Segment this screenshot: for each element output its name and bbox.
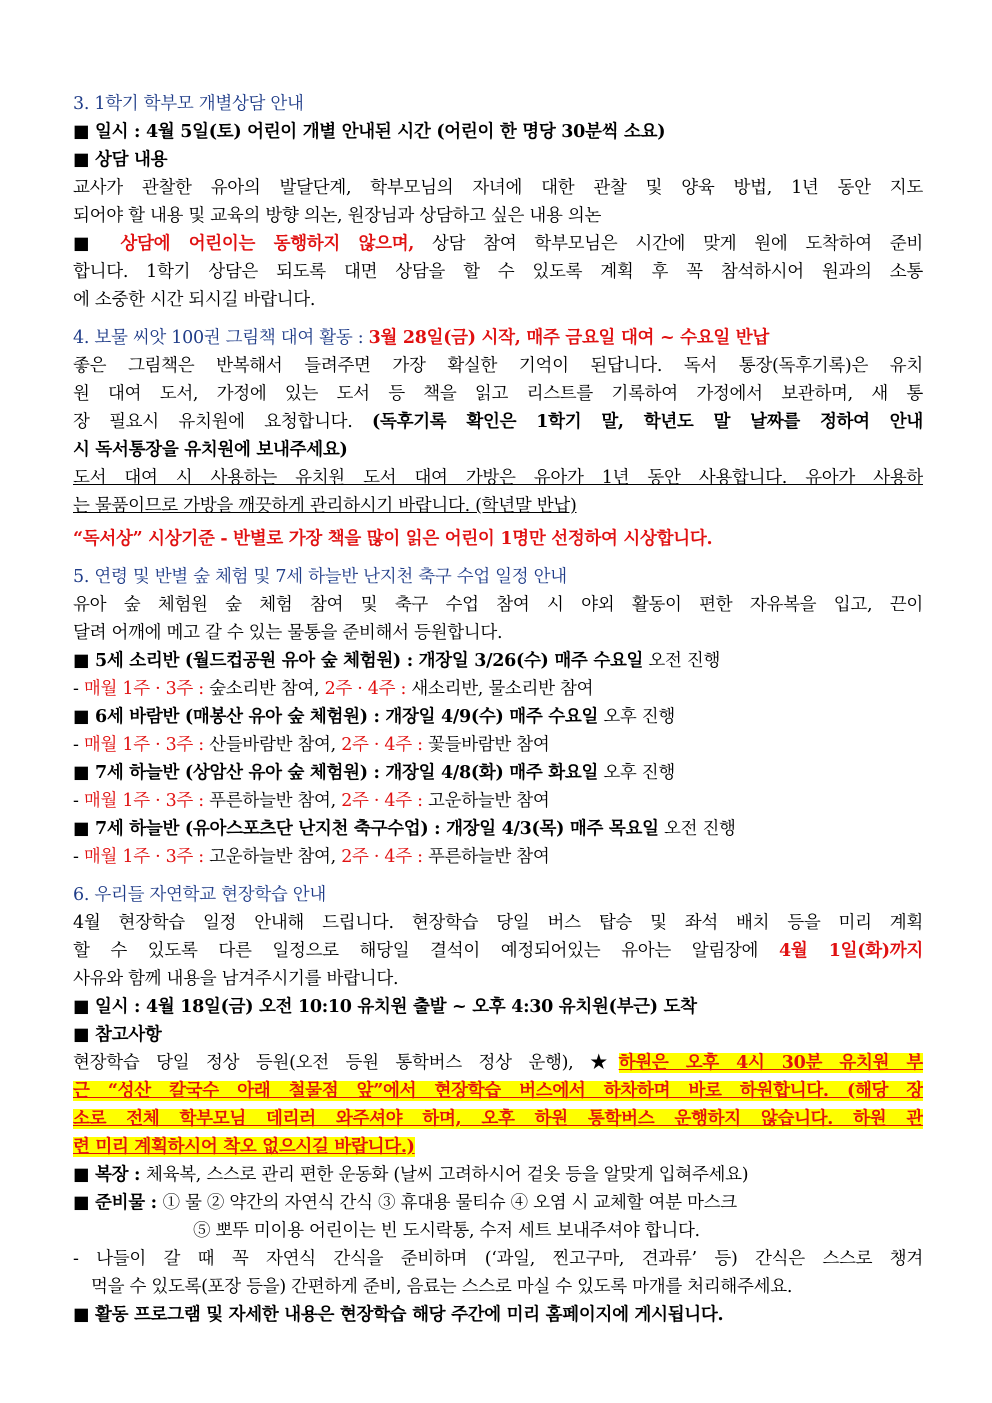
text: 할 수 있도록 다른 일정으로 해당일 결석이 예정되어있는 유아는 알림장에 bbox=[73, 941, 779, 961]
reference-label: ■ 참고사항 bbox=[73, 1025, 162, 1045]
class-title: ■ 7세 하늘반 (유아스포츠단 난지천 축구수업) : 개장일 4/3(목) 매주 목요일 bbox=[73, 819, 659, 839]
class-schedule-title bbox=[73, 759, 923, 787]
weeks-1-3: 매월 1주 · 3주 : bbox=[83, 679, 210, 699]
dress-code-line bbox=[73, 1161, 923, 1189]
section-3-note-line: 합니다. 1학기 상담은 되도록 대면 상담을 할 수 있도록 계획 후 꼭 참석하시어 원과의 소통 bbox=[73, 262, 923, 282]
section-6-paragraph-line: 4월 현장학습 일정 안내해 드립니다. 현장학습 당일 버스 탑승 및 좌석 배치 등을 미리 계획 bbox=[73, 913, 923, 933]
weeks-1-3: 매월 1주 · 3주 : bbox=[83, 791, 210, 811]
section-4-bag-note-line: 도서 대여 시 사용하는 유치원 도서 대여 가방은 유아가 1년 동안 사용합니다. 유아가 사용하 bbox=[73, 468, 923, 488]
weeks-2-4-class: 푸른하늘반 참여 bbox=[427, 847, 550, 867]
weeks-1-3-class: 산들바람반 참여, bbox=[209, 735, 342, 755]
weeks-2-4-class: 새소리반, 물소리반 참여 bbox=[411, 679, 594, 699]
section-4-bag-note-line: 는 물품이므로 가방을 깨끗하게 관리하시기 바랍니다. (학년말 반납) bbox=[73, 496, 577, 516]
class-schedule-title bbox=[73, 703, 923, 731]
weeks-2-4-class: 꽃들바람반 참여 bbox=[427, 735, 550, 755]
section-3-date-line: ■ 일시 : 4월 5일(토) 어린이 개별 안내된 시간 (어린이 한 명당 30분씩 소요) bbox=[73, 122, 666, 142]
class-rotation bbox=[73, 675, 923, 703]
section-5-paragraph-line: 달려 어깨에 메고 갈 수 있는 물통을 준비해서 등원합니다. bbox=[73, 623, 503, 643]
no-children-note: 상담에 어린이는 동행하지 않으며, bbox=[120, 234, 415, 254]
dash: - bbox=[73, 791, 84, 811]
section-4-title: 4. 보물 씨앗 100권 그림책 대여 활동 : bbox=[73, 328, 369, 348]
section-4-paragraph-line: 원 대여 도서, 가정에 있는 도서 등 책을 읽고 리스트를 기록하여 가정에서 보관하며, 새 통 bbox=[73, 384, 923, 404]
class-title: ■ 5세 소리반 (월드컵공원 유아 숲 체험원) : 개장일 3/26(수) 매주 수요일 bbox=[73, 651, 644, 671]
supplies-line bbox=[73, 1189, 923, 1217]
weeks-1-3: 매월 1주 · 3주 : bbox=[83, 735, 210, 755]
supplies-line: ⑤ 뽀뚜 미이용 어린이는 빈 도시락통, 수저 세트 보내주셔야 합니다. bbox=[193, 1221, 700, 1241]
text: 현장학습 당일 정상 등원(오전 등원 통학버스 정상 운행), ★ bbox=[73, 1053, 619, 1073]
class-rotation bbox=[73, 731, 923, 759]
dash: - bbox=[73, 679, 84, 699]
section-6-heading: 6. 우리들 자연학교 현장학습 안내 bbox=[73, 885, 327, 905]
class-rotation bbox=[73, 787, 923, 815]
dismissal-note: 근 “성산 칼국수 아래 철물점 앞”에서 현장학습 버스에서 하차하며 바로 하원합니다. (해당 장 bbox=[73, 1081, 923, 1101]
reference-line bbox=[73, 1077, 923, 1105]
reference-line bbox=[73, 1105, 923, 1133]
section-6-paragraph-line bbox=[73, 937, 923, 965]
class-schedule-title bbox=[73, 815, 923, 843]
dismissal-note: 련 미리 계획하시어 착오 없으시길 바랍니다.) bbox=[73, 1137, 415, 1157]
section-4-schedule: 3월 28일(금) 시작, 매주 금요일 대여 ~ 수요일 반납 bbox=[368, 328, 769, 348]
snack-note-line: 먹을 수 있도록(포장 등을) 간편하게 준비, 음료는 스스로 마실 수 있도록 마개를 처리해주세요. bbox=[91, 1277, 793, 1297]
dismissal-note: 소로 전체 학부모님 데리러 와주셔야 하며, 오후 하원 통학버스 운행하지 않습니다. 하원 관 bbox=[73, 1109, 923, 1129]
class-time: 오후 진행 bbox=[598, 707, 676, 727]
supplies-label: ■ 준비물 : bbox=[73, 1193, 163, 1213]
weeks-1-3-class: 푸른하늘반 참여, bbox=[209, 791, 342, 811]
class-time: 오후 진행 bbox=[598, 763, 676, 783]
dash: - bbox=[73, 847, 84, 867]
record-check-note: (독후기록 확인은 1학기 말, 학년도 말 날짜를 정하여 안내 bbox=[372, 412, 923, 432]
class-schedule-title bbox=[73, 647, 923, 675]
dress-label: ■ 복장 : bbox=[73, 1165, 146, 1185]
section-6-paragraph-line: 사유와 함께 내용을 남겨주시기를 바랍니다. bbox=[73, 969, 399, 989]
section-4-paragraph-line: 좋은 그림책은 반복해서 들려주면 가장 확실한 기억이 된답니다. 독서 통장(독후기록)은 유치 bbox=[73, 356, 923, 376]
weeks-2-4-class: 고운하늘반 참여 bbox=[427, 791, 550, 811]
weeks-2-4: 2주 · 4주 : bbox=[341, 847, 428, 867]
section-3-content-line: 되어야 할 내용 및 교육의 방향 의논, 원장님과 상담하고 싶은 내용 의논 bbox=[73, 206, 602, 226]
section-3-heading: 3. 1학기 학부모 개별상담 안내 bbox=[73, 94, 304, 114]
snack-note-line: - 나들이 갈 때 꼭 자연식 간식을 준비하며 (‘과일, 찐고구마, 견과류’ 등) 간식은 스스로 챙겨 bbox=[73, 1249, 923, 1269]
homepage-notice: ■ 활동 프로그램 및 자세한 내용은 현장학습 해당 주간에 미리 홈페이지에 게시됩니다. bbox=[73, 1305, 724, 1325]
dismissal-note: 하원은 오후 4시 30분 유치원 부 bbox=[618, 1053, 923, 1073]
notice-content bbox=[73, 90, 923, 1329]
class-title: ■ 6세 바람반 (매봉산 유아 숲 체험원) : 개장일 4/9(수) 매주 수요일 bbox=[73, 707, 599, 727]
note-text: 상담 참여 학부모님은 시간에 맞게 원에 도착하여 준비 bbox=[414, 234, 923, 254]
dress-text: 체육복, 스스로 관리 편한 운동화 (날씨 고려하시어 겉옷 등을 알맞게 입혀주세요) bbox=[145, 1165, 749, 1185]
section-4-heading bbox=[73, 324, 923, 352]
weeks-2-4: 2주 · 4주 : bbox=[341, 735, 428, 755]
weeks-1-3-class: 고운하늘반 참여, bbox=[209, 847, 342, 867]
class-rotation bbox=[73, 843, 923, 871]
field-trip-date-line: ■ 일시 : 4월 18일(금) 오전 10:10 유치원 출발 ~ 오후 4:30 유치원(부근) 도착 bbox=[73, 997, 697, 1017]
reference-line bbox=[73, 1133, 923, 1161]
weeks-2-4: 2주 · 4주 : bbox=[324, 679, 412, 699]
weeks-1-3-class: 숲소리반 참여, bbox=[209, 679, 325, 699]
section-3-note-line: 에 소중한 시간 되시길 바랍니다. bbox=[73, 290, 316, 310]
section-5-heading: 5. 연령 및 반별 숲 체험 및 7세 하늘반 난지천 축구 수업 일정 안내 bbox=[73, 567, 567, 587]
supplies-text: ① 물 ② 약간의 자연식 간식 ③ 휴대용 물티슈 ④ 오염 시 교체할 여분 마스크 bbox=[162, 1193, 737, 1213]
class-title: ■ 7세 하늘반 (상암산 유아 숲 체험원) : 개장일 4/8(화) 매주 화요일 bbox=[73, 763, 599, 783]
section-3-content-label: ■ 상담 내용 bbox=[73, 150, 168, 170]
class-time: 오전 진행 bbox=[643, 651, 721, 671]
reading-award-criteria: “독서상” 시상기준 - 반별로 가장 책을 많이 읽은 어린이 1명만 선정하여 시상합니다. bbox=[73, 529, 713, 549]
reference-line bbox=[73, 1049, 923, 1077]
weeks-2-4: 2주 · 4주 : bbox=[341, 791, 428, 811]
class-time: 오전 진행 bbox=[658, 819, 736, 839]
section-3-content-line: 교사가 관찰한 유아의 발달단계, 학부모님의 자녀에 대한 관찰 및 양육 방법, 1년 동안 지도 bbox=[73, 178, 923, 198]
section-4-paragraph-line: 시 독서통장을 유치원에 보내주세요) bbox=[73, 440, 348, 460]
weeks-1-3: 매월 1주 · 3주 : bbox=[83, 847, 210, 867]
text: 장 필요시 유치원에 요청합니다. bbox=[73, 412, 373, 432]
dash: - bbox=[73, 735, 84, 755]
absence-deadline: 4월 1일(화)까지 bbox=[778, 941, 923, 961]
section-4-paragraph-line bbox=[73, 408, 923, 436]
bullet: ■ bbox=[73, 234, 121, 254]
section-5-paragraph-line: 유아 숲 체험원 숲 체험 참여 및 축구 수업 참여 시 야외 활동이 편한 자유복을 입고, 끈이 bbox=[73, 595, 923, 615]
section-3-note-line bbox=[73, 230, 923, 258]
